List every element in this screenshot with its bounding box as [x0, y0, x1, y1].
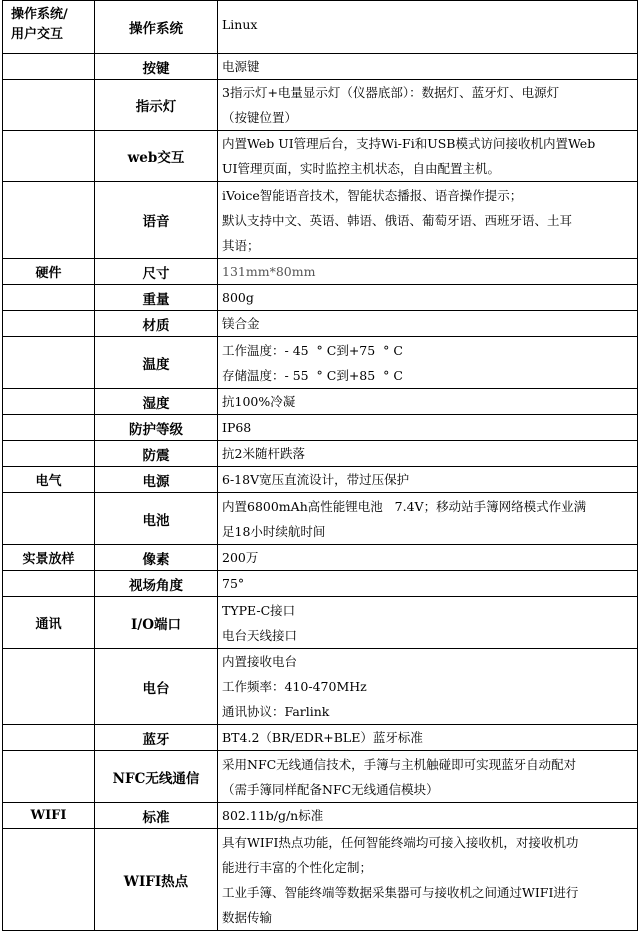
category-label-os-line2: 用户交互	[11, 27, 64, 42]
value-line: 采用NFC无线通信技术，手簿与主机触碰即可实现蓝牙自动配对	[222, 756, 577, 772]
value-cell	[218, 751, 638, 803]
category-cell-empty	[3, 285, 95, 311]
value-line: TYPE-C接口	[222, 602, 296, 618]
category-cell-empty	[3, 415, 95, 441]
value-cell	[218, 259, 638, 285]
spec-table	[2, 0, 638, 931]
table-row	[3, 311, 638, 337]
value-cell	[218, 80, 638, 131]
value-line: 802.11b/g/n标准	[222, 808, 324, 823]
value-line: （需手簿同样配备NFC无线通信模块）	[222, 781, 439, 797]
attribute-cell: 防护等级	[95, 415, 218, 441]
value-line: 存储温度：- 55 ° C到+85 ° C	[222, 367, 403, 383]
value-cell	[218, 389, 638, 415]
attribute-cell: 电源	[95, 467, 218, 493]
table-row	[3, 389, 638, 415]
value-line: 能进行丰富的个性化定制；	[222, 859, 373, 875]
value-cell	[218, 597, 638, 649]
value-cell	[218, 285, 638, 311]
value-line: 电源键	[222, 59, 260, 74]
value-line: UI管理页面，实时监控主机状态，自由配置主机。	[222, 161, 500, 176]
value-cell	[218, 441, 638, 467]
attribute-cell: 像素	[95, 545, 218, 571]
value-line: 工作频率：410-470MHz	[222, 679, 367, 694]
category-cell-empty	[3, 131, 95, 182]
table-row	[3, 725, 638, 751]
category-cell-hardware: 硬件	[3, 259, 95, 285]
value-cell	[218, 829, 638, 931]
category-cell-os-ui	[3, 1, 95, 54]
attribute-cell: 按键	[95, 54, 218, 80]
value-cell	[218, 725, 638, 751]
value-line: 电台天线接口	[222, 627, 298, 643]
category-label-os-line1: 操作系统/	[11, 7, 68, 22]
table-row	[3, 337, 638, 389]
category-cell-empty	[3, 571, 95, 597]
value-line: 抗100%冷凝	[222, 394, 296, 409]
value-line: 默认支持中文、英语、韩语、俄语、葡萄牙语、西班牙语、土耳	[222, 212, 573, 228]
value-cell	[218, 415, 638, 441]
value-cell	[218, 311, 638, 337]
value-line: 内置6800mAh高性能锂电池 7.4V；移动站手簿网络模式作业满	[222, 498, 587, 514]
attribute-cell: 湿度	[95, 389, 218, 415]
attribute-cell: 材质	[95, 311, 218, 337]
value-line: 其语；	[222, 237, 260, 253]
attribute-cell: 视场角度	[95, 571, 218, 597]
table-row	[3, 54, 638, 80]
value-cell	[218, 545, 638, 571]
value-line: Linux	[222, 17, 258, 32]
table-row	[3, 803, 638, 829]
value-line: 数据传输	[222, 909, 273, 925]
table-row	[3, 493, 638, 545]
value-cell	[218, 337, 638, 389]
value-line: 具有WIFI热点功能，任何智能终端均可接入接收机，对接收机功	[222, 834, 579, 850]
attribute-cell: WIFI热点	[95, 829, 218, 931]
value-line: 75°	[222, 576, 245, 591]
attribute-cell: 防震	[95, 441, 218, 467]
table-row	[3, 1, 638, 54]
category-cell-empty	[3, 441, 95, 467]
value-line: IP68	[222, 420, 252, 435]
value-line: 内置接收电台	[222, 654, 298, 669]
attribute-cell: 重量	[95, 285, 218, 311]
attribute-cell: 语音	[95, 182, 218, 259]
value-cell	[218, 182, 638, 259]
value-cell	[218, 467, 638, 493]
attribute-cell: I/O端口	[95, 597, 218, 649]
category-cell-communication: 通讯	[3, 597, 95, 649]
attribute-cell: 电台	[95, 649, 218, 725]
category-cell-empty	[3, 182, 95, 259]
value-cell	[218, 131, 638, 182]
category-cell-empty	[3, 649, 95, 725]
category-cell-empty	[3, 493, 95, 545]
category-cell-ar-staking: 实景放样	[3, 545, 95, 571]
value-cell	[218, 803, 638, 829]
value-line: 内置Web UI管理后台，支持Wi-Fi和USB模式访问接收机内置Web	[222, 136, 596, 151]
value-line: 6-18V宽压直流设计，带过压保护	[222, 472, 410, 487]
value-line: BT4.2（BR/EDR+BLE）蓝牙标准	[222, 730, 423, 745]
category-cell-empty	[3, 725, 95, 751]
value-line: 足18小时续航时间	[222, 523, 326, 539]
attribute-cell: 蓝牙	[95, 725, 218, 751]
category-cell-empty	[3, 54, 95, 80]
category-cell-empty	[3, 829, 95, 931]
attribute-cell: 尺寸	[95, 259, 218, 285]
table-row	[3, 467, 638, 493]
attribute-cell: 温度	[95, 337, 218, 389]
value-cell	[218, 1, 638, 54]
table-row	[3, 441, 638, 467]
value-line: 3指示灯+电量显示灯（仪器底部）：数据灯、蓝牙灯、电源灯	[222, 85, 560, 100]
table-row	[3, 571, 638, 597]
table-row	[3, 285, 638, 311]
value-line: 抗2米随杆跌落	[222, 446, 305, 461]
attribute-cell: web交互	[95, 131, 218, 182]
table-row	[3, 751, 638, 803]
value-line: iVoice智能语音技术，智能状态播报、语音操作提示；	[222, 187, 523, 203]
value-line: （按键位置）	[222, 110, 298, 125]
value-cell	[218, 571, 638, 597]
table-row	[3, 649, 638, 725]
value-line: 200万	[222, 550, 259, 565]
value-line: 镁合金	[222, 316, 260, 331]
value-line: 800g	[222, 290, 254, 305]
attribute-cell: 标准	[95, 803, 218, 829]
attribute-cell: 指示灯	[95, 80, 218, 131]
value-cell	[218, 649, 638, 725]
category-cell-electrical: 电气	[3, 467, 95, 493]
value-line: 通讯协议：Farlink	[222, 704, 330, 719]
value-line: 工业手簿、智能终端等数据采集器可与接收机之间通过WIFI进行	[222, 884, 579, 900]
value-line: 工作温度：- 45 ° C到+75 ° C	[222, 342, 403, 358]
table-row	[3, 182, 638, 259]
table-row	[3, 597, 638, 649]
category-cell-empty	[3, 311, 95, 337]
attribute-cell: NFC无线通信	[95, 751, 218, 803]
table-row	[3, 415, 638, 441]
category-cell-empty	[3, 751, 95, 803]
attribute-cell: 电池	[95, 493, 218, 545]
category-cell-wifi: WIFI	[3, 803, 95, 829]
category-cell-empty	[3, 80, 95, 131]
value-line: 131mm*80mm	[222, 264, 316, 279]
table-row	[3, 259, 638, 285]
table-row	[3, 829, 638, 931]
category-cell-empty	[3, 337, 95, 389]
table-row	[3, 545, 638, 571]
category-cell-empty	[3, 389, 95, 415]
value-cell	[218, 54, 638, 80]
table-row	[3, 80, 638, 131]
attribute-cell: 操作系统	[95, 1, 218, 54]
value-cell	[218, 493, 638, 545]
table-row	[3, 131, 638, 182]
